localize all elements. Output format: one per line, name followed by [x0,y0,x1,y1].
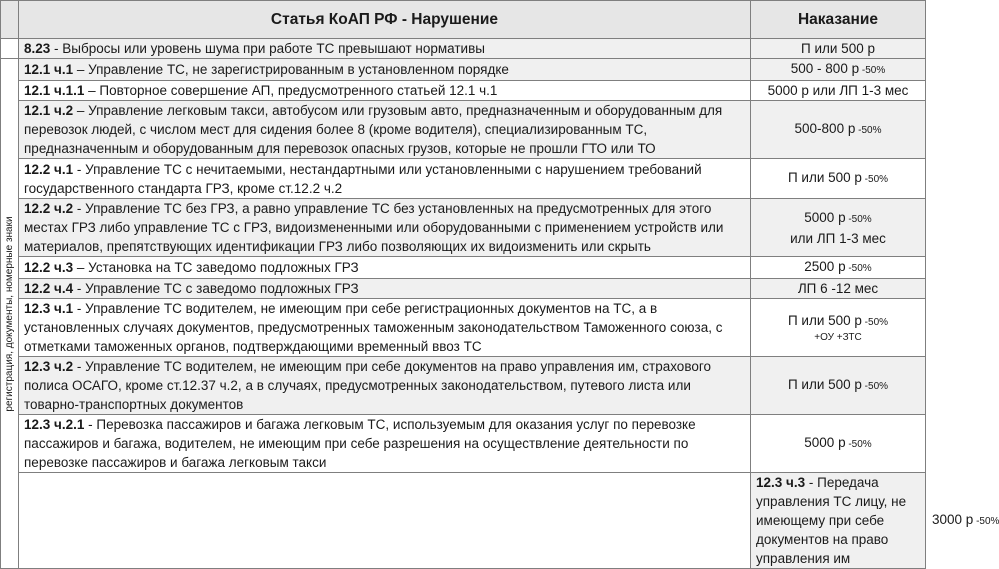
article-cell [19,101,751,159]
penalty-alternative: или ЛП 1-3 мес [790,230,886,246]
article-cell [19,81,751,101]
article-sep: - [73,201,86,216]
article-sep: - [84,417,97,432]
penalty-cell [751,59,926,81]
penalty-cell [751,299,926,357]
table-row [1,299,926,357]
table-header-row [1,1,926,39]
penalty-value: 2500 р [804,259,846,274]
article-cell [19,199,751,257]
article-text: Управление легковым такси, автобусом или грузовым авто, предназначенным и оборудованным для перевозок людей, с числом мест для сидения более 8 (кроме водителя), специализированным ТС, предназначенным и оборудованным для перевозок опасных грузов, которые не прошли ГТО или ТО [24,103,723,156]
article-cell [19,415,751,473]
table-row [1,59,926,81]
penalty-discount: -50% [845,439,872,450]
article-cell [19,299,751,357]
article-text: Управление ТС с нечитаемыми, нестандартными или установленными с нарушением требований государственного стандарта ГРЗ, кроме ст.12.2 ч.2 [24,161,702,196]
article-code: 8.23 [24,41,51,56]
table-row [1,473,926,569]
penalty-value: П или 500 р [787,170,862,185]
header-article: Статья КоАП РФ - Нарушение [19,1,751,39]
article-sep: - [50,41,63,56]
table-row [1,159,926,199]
article-cell [19,357,751,415]
penalty-value: ЛП 6 -12 мес [797,281,879,296]
article-code: 12.3 ч.2.1 [24,417,85,432]
penalty-cell [751,101,926,159]
table-row [1,81,926,101]
penalty-value: П или 500 р [801,41,875,56]
article-text: Передача управления ТС лицу, не имеющему при себе документов на право управления им [756,475,907,566]
article-code: 12.3 ч.1 [24,301,74,316]
article-cell [19,159,751,199]
article-code: 12.3 ч.3 [756,475,806,490]
article-code: 12.2 ч.1 [24,161,74,177]
article-text: Управление ТС водителем, не имеющим при себе документов на право управления им, страхового полиса ОСАГО, кроме ст.12.37 ч.2, а в случаях, предусмотренных законодательством, путевого листа или товарно-транспортных документов [24,359,711,412]
article-code: 12.3 ч.2 [24,359,74,374]
article-cell [19,257,751,279]
penalty-cell [751,415,926,473]
penalty-discount: -50% [973,516,999,527]
article-sep: - [805,475,818,490]
table-row [1,357,926,415]
penalty-value: 5000 р [804,435,846,450]
article-text: Управление ТС с заведомо подложных ГРЗ [85,281,359,296]
penalty-discount: -50% [861,174,889,185]
article-sep: - [73,161,86,177]
article-code: 12.2 ч.4 [24,281,74,296]
article-sep: – [84,83,100,98]
penalty-discount: -50% [855,125,882,136]
penalty-cell [751,199,926,257]
penalty-cell [751,81,926,101]
penalty-value: П или 500 р [787,313,862,328]
table-row [1,39,926,59]
table-row [1,101,926,159]
article-cell [19,59,751,81]
article-code: 12.1 ч.1 [24,62,74,77]
side-blank [1,39,19,59]
article-text: Установка на ТС заведомо подложных ГРЗ [88,260,359,275]
penalty-discount: -50% [845,213,872,225]
penalty-discount: -50% [859,65,886,76]
penalty-discount: -50% [861,317,889,328]
penalty-cell [751,39,926,59]
article-text: Управление ТС, не зарегистрированным в установленном порядке [88,62,509,77]
article-text: Повторное совершение АП, предусмотренного статьей 12.1 ч.1 [99,83,498,98]
penalty-value: 5000 р или ЛП 1-3 мес [767,83,909,98]
article-sep: – [73,62,89,77]
article-sep: – [73,103,89,118]
penalty-cell [751,279,926,299]
article-code: 12.2 ч.2 [24,201,74,216]
penalty-value: 500 - 800 р [790,61,860,76]
side-category-label: регистрация, документы, номерные знаки [4,215,15,412]
table-row [1,415,926,473]
article-sep: - [73,281,86,296]
penalty-discount: -50% [845,263,872,274]
article-sep: – [73,260,89,275]
penalty-cell [751,257,926,279]
table-row [1,199,926,257]
penalty-cell [751,159,926,199]
penalty-value: П или 500 р [787,377,862,392]
article-code: 12.2 ч.3 [24,260,74,275]
article-cell [19,39,751,59]
table-row [1,257,926,279]
penalty-value: 5000 р [804,209,846,225]
side-category-cell [1,59,19,569]
article-sep: - [73,301,86,316]
article-text: Управление ТС без ГРЗ, а равно управление ТС без установленных на предусмотренных для этого местах ГРЗ либо управление ТС с ГРЗ, видоизмененными или оборудованными с применением устройств или материалов, препятствующих идентификации ГРЗ либо позволяющих их видоизменить или скрыть [24,201,724,254]
header-spacer [1,1,19,39]
article-code: 12.1 ч.1.1 [24,83,85,98]
article-text: Управление ТС водителем, не имеющим при себе регистрационных документов на ТС, а в установленных случаях документов, предусмотренных таможенным законодательством Таможенного союза, с отметками таможенных органов, подтверждающими временный ввоз ТС [24,301,723,354]
side-blank [19,473,751,569]
article-text: Перевозка пассажиров и багажа легковым ТС, используемым для оказания услуг по перевозке пассажиров и багажа, водителем, не имеющим при себе разрешения на осуществление деятельности по перевозке пассажиров и багажа легковым такси [24,417,696,470]
penalty-cell [751,357,926,415]
penalty-extra: +ОУ +ЗТС [814,332,862,343]
penalty-value: 3000 р [932,512,974,527]
table-row [1,279,926,299]
article-cell [19,279,751,299]
penalty-discount: -50% [861,381,889,392]
article-code: 12.1 ч.2 [24,103,74,118]
article-sep: - [73,359,86,374]
article-cell [751,473,926,569]
article-text: Выбросы или уровень шума при работе ТС превышают нормативы [62,41,485,56]
penalty-value: 500-800 р [794,121,856,136]
header-penalty: Наказание [751,1,926,39]
